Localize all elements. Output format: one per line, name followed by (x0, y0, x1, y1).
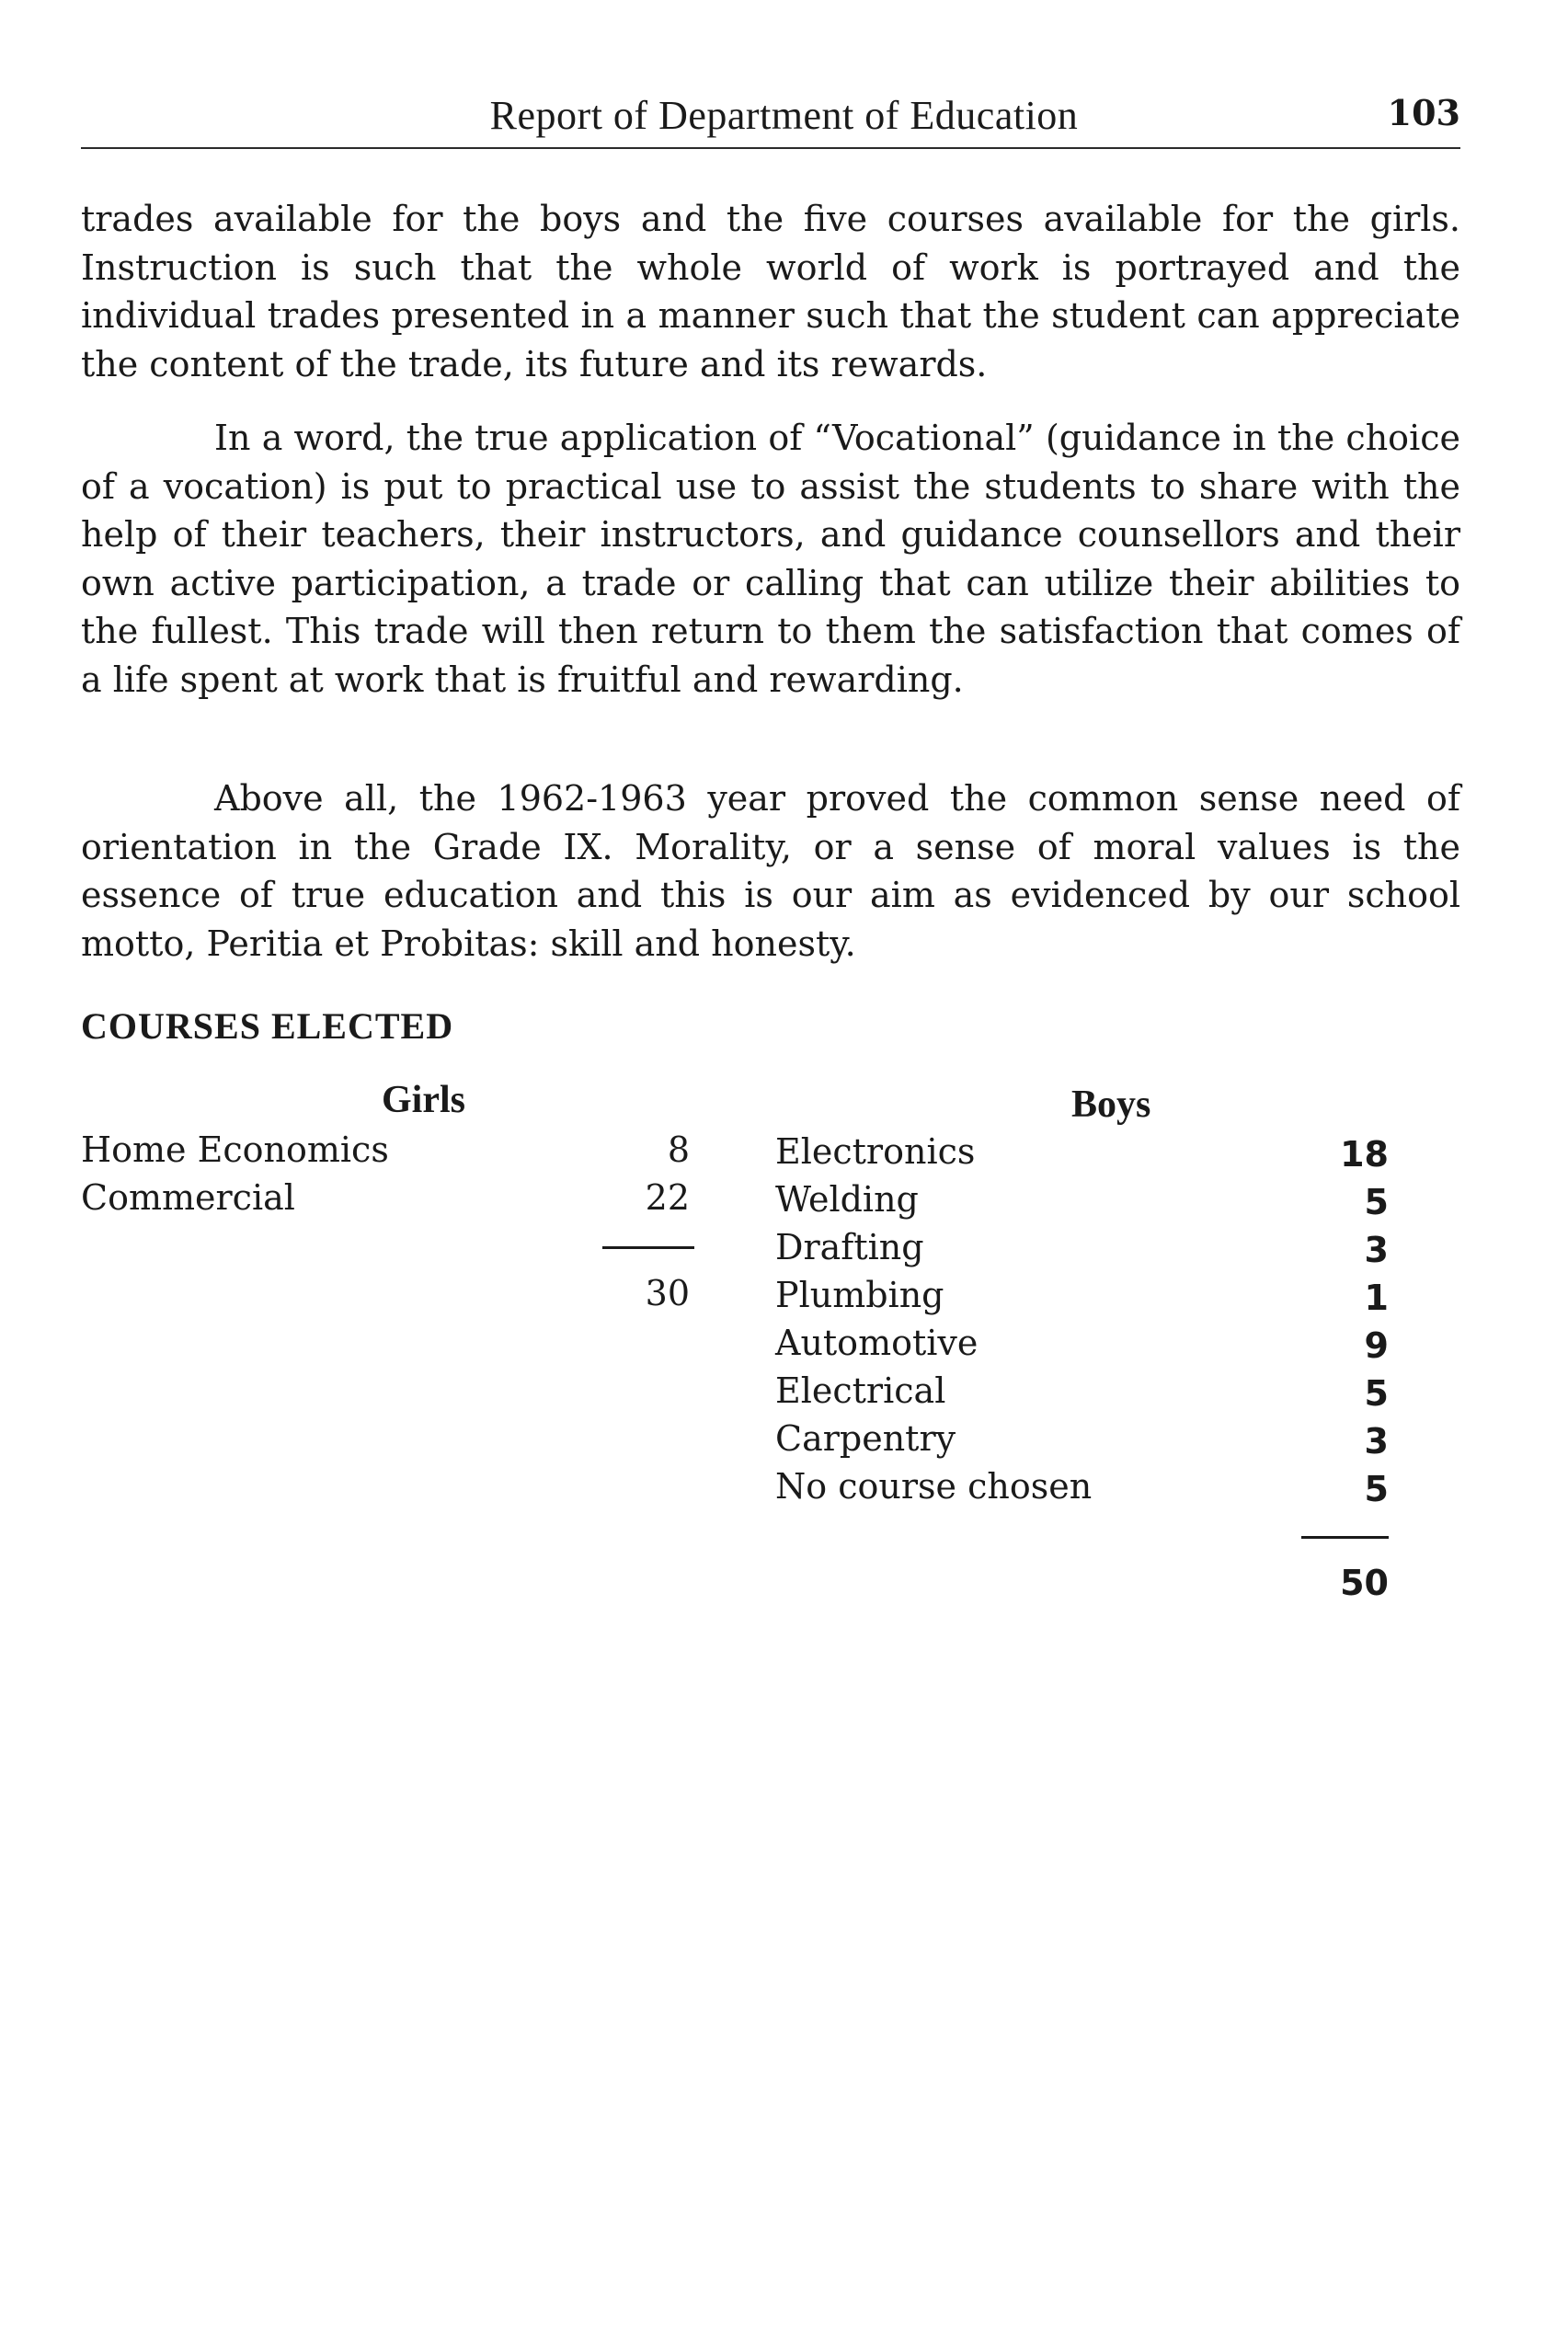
paragraph-morality (81, 774, 1460, 968)
boys-course-count: 5 (1364, 1373, 1389, 1414)
section-heading: COURSES ELECTED (81, 1005, 454, 1047)
girls-course-name: Commercial (81, 1177, 295, 1218)
boys-course-count: 9 (1364, 1325, 1389, 1366)
boys-course-name: No course chosen (775, 1466, 1093, 1507)
boys-course-name: Welding (775, 1179, 919, 1220)
boys-course-name: Electronics (775, 1131, 976, 1172)
boys-course-count: 18 (1340, 1134, 1389, 1175)
header-rule (81, 147, 1460, 149)
girls-course-count: 22 (645, 1177, 690, 1218)
paragraph-vocational (81, 414, 1460, 704)
girls-total-rule (602, 1246, 694, 1249)
page-number: 103 (1387, 92, 1460, 133)
boys-course-count: 1 (1364, 1278, 1389, 1318)
boys-course-count: 5 (1364, 1182, 1389, 1222)
boys-total: 50 (1340, 1563, 1389, 1603)
paragraph-text: trades available for the boys and the five courses available for the girls. Instruction is such that the whole world of work is portrayed and the individual trades presented in a manner such that the student can appreciate the content of the trade, its future and its rewards. (81, 199, 1460, 384)
boys-course-name: Automotive (775, 1323, 979, 1363)
paragraph-text: Above all, the 1962-1963 year proved the common sense need of orientation in the Grade IX. Morality, or a sense of moral values is the essence of true education and this is our aim as evidenced by our school motto, Peritia et Probitas: skill and honesty. (81, 778, 1460, 964)
boys-column-heading: Boys (1071, 1083, 1151, 1126)
boys-course-count: 3 (1364, 1421, 1389, 1462)
paragraph-continuation (81, 195, 1460, 388)
running-title: Report of Department of Education (489, 93, 1079, 138)
boys-course-name: Carpentry (775, 1418, 956, 1459)
girls-column-heading: Girls (382, 1079, 465, 1121)
paragraph-text: In a word, the true application of “Vocational” (guidance in the choice of a vocation) is put to practical use to assist the students to share with the help of their teachers, their instructors, and guidance counsellors and their own active participation, a trade or calling that can utilize their abilities to the fullest. This trade will then return to them the satisfaction that comes of a life spent at work that is fruitful and rewarding. (81, 418, 1460, 700)
boys-total-rule (1301, 1536, 1389, 1539)
girls-course-count: 8 (667, 1129, 690, 1170)
boys-course-name: Drafting (775, 1227, 924, 1267)
boys-course-name: Plumbing (775, 1275, 944, 1315)
boys-course-count: 5 (1364, 1469, 1389, 1509)
boys-course-count: 3 (1364, 1230, 1389, 1270)
girls-total: 30 (645, 1273, 690, 1313)
girls-course-name: Home Economics (81, 1129, 389, 1170)
boys-course-name: Electrical (775, 1370, 946, 1411)
